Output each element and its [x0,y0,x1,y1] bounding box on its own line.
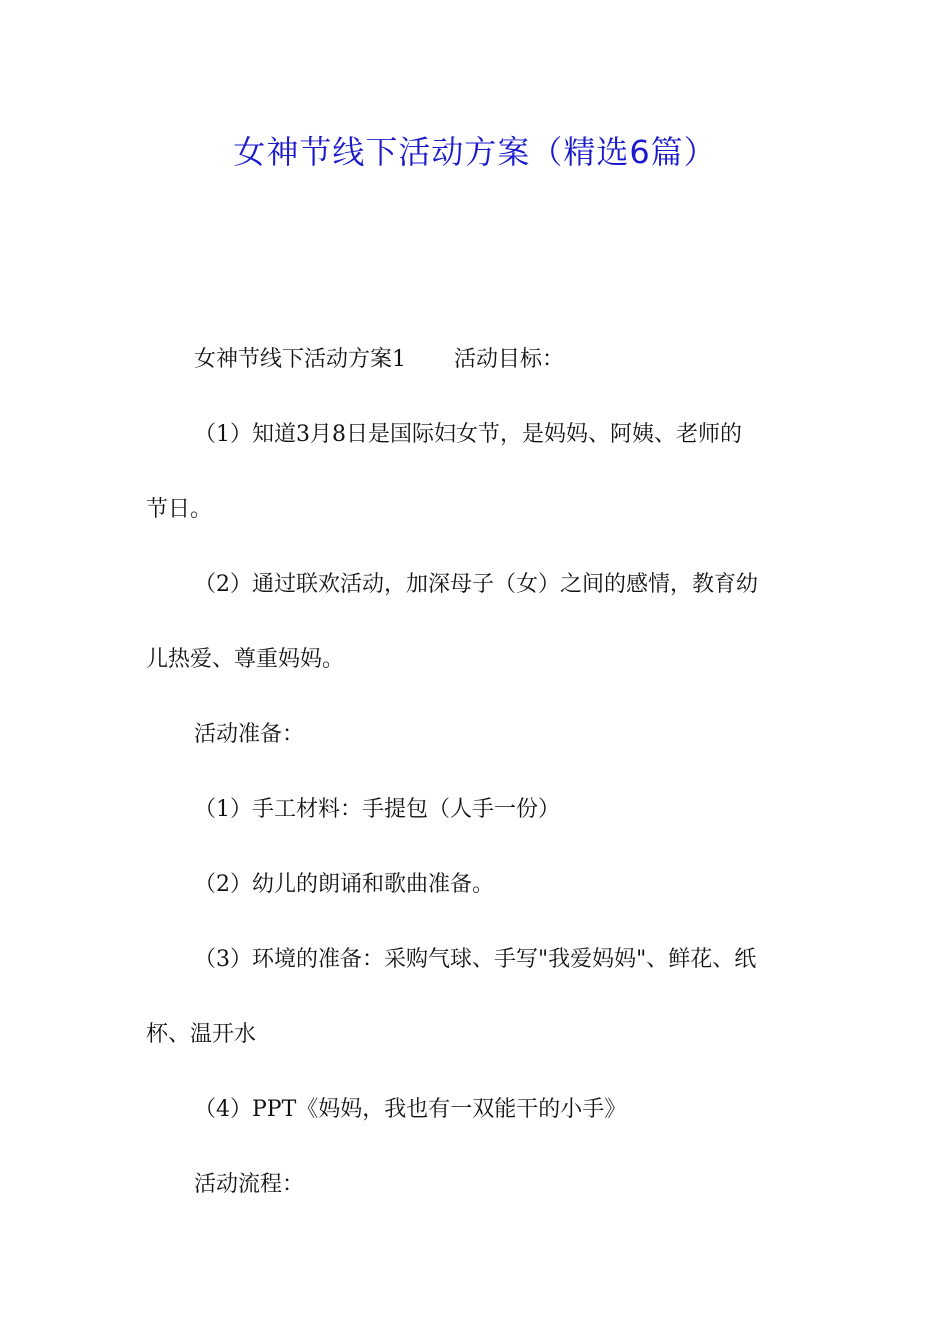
list-item: （4）PPT《妈妈，我也有一双能干的小手》 [194,1097,627,1122]
paragraph-line: 节日。 [146,497,213,522]
paragraph-plan-heading [194,322,864,397]
paragraph-line: （1）知道3月8日是国际妇女节，是妈妈、阿姨、老师的 [194,422,742,447]
paragraph-line: （2）通过联欢活动，加深母子（女）之间的感情，教育幼 [194,572,758,597]
paragraph-line: 儿热爱、尊重妈妈。 [146,647,345,672]
list-item: （2）幼儿的朗诵和歌曲准备。 [194,872,494,897]
list-item-continuation: 杯、温开水 [146,1022,257,1047]
section-goal-label: 活动目标： [454,347,565,372]
list-item: （1）手工材料：手提包（人手一份） [194,797,560,822]
section-heading: 活动准备： [194,722,305,747]
document-title: 女神节线下活动方案（精选6篇） [233,133,717,171]
section-heading: 活动流程： [194,1172,305,1197]
list-item: （3）环境的准备：采购气球、手写"我爱妈妈"、鲜花、纸 [194,947,757,972]
plan-name: 女神节线下活动方案1 [194,347,406,372]
